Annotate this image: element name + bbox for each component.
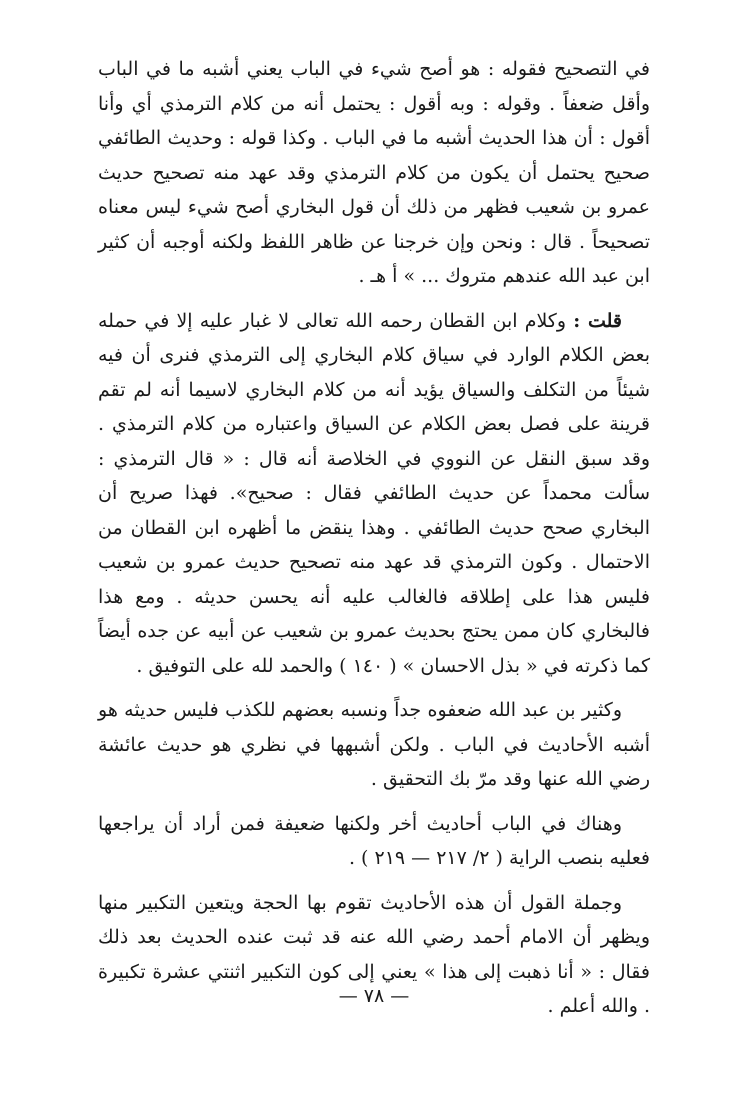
paragraph-4	[98, 807, 650, 876]
paragraph-2-text: وكلام ابن القطان رحمه الله تعالى لا غبار عليه إلا في حمله بعض الكلام الوارد في سياق كلام البخاري إلى الترمذي فنرى أن فيه شيئاً من التكلف والسياق يؤيد أنه من كلام البخاري لاسيما أنه لم تقم قرينة على فصل بعض الكلام عن السياق واعتباره من كلام الترمذي . وقد سبق النقل عن النووي في الخلاصة أنه قال : « قال الترمذي : سألت محمداً عن حديث الطائفي فقال : صحيح». فهذا صريح أن البخاري صحح حديث الطائفي . وهذا ينقض ما أظهره ابن القطان من الاحتمال . وكون الترمذي قد عهد منه تصحيح حديث عمرو بن شعيب فليس هذا على إطلاقه فالغالب عليه أنه يحسن حديثه . ومع هذا فالبخاري كان ممن يحتج بحديث عمرو بن شعيب عن أبيه عن جده أيضاً كما ذكرته في « بذل الاحسان » ( ١٤٠ ) والحمد لله على التوفيق .	[98, 309, 650, 677]
paragraph-2	[98, 304, 650, 684]
paragraph-4-text: وهناك في الباب أحاديث أخر ولكنها ضعيفة فمن أراد أن يراجعها فعليه بنصب الراية ( ٢/ ٢١٧ — ٢١٩ ) .	[98, 812, 650, 869]
paragraph-1-text: في التصحيح فقوله : هو أصح شيء في الباب يعني أشبه ما في الباب وأقل ضعفاً . وقوله : وبه أقول : يحتمل أنه من كلام الترمذي أي وأنا أقول : أن هذا الحديث أشبه ما في الباب . وكذا قوله : وحديث الطائفي صحيح يحتمل أن يكون من كلام الترمذي وقد عهد منه تصحيح حديث عمرو بن شعيب فظهر من ذلك أن قول البخاري أصح شيء ليس معناه تصحيحاً . قال : ونحن وإن خرجنا عن ظاهر اللفظ ولكنه أوجبه أن كثير ابن عبد الله عندهم متروك ... » أ هـ .	[98, 58, 650, 287]
page-body	[98, 52, 650, 1024]
paragraph-3	[98, 693, 650, 797]
paragraph-2-lead: قلت :	[573, 309, 622, 332]
paragraph-3-text: وكثير بن عبد الله ضعفوه جداً ونسبه بعضهم للكذب فليس حديثه هو أشبه الأحاديث في الباب . ولكن أشبهها في نظري هو حديث عائشة رضي الله عنها وقد مرّ بك التحقيق .	[98, 699, 650, 790]
paragraph-1	[98, 52, 650, 294]
paragraph-5-text: وجملة القول أن هذه الأحاديث تقوم بها الحجة ويتعين التكبير منها ويظهر أن الامام أحمد رضي الله عنه قد ثبت عنده الحديث بعد ذلك فقال : « أنا ذهبت إلى هذا » يعني إلى كون التكبير اثنتي عشرة تكبيرة . والله أعلم .	[98, 891, 650, 1017]
page-number: — ٧٨ —	[338, 985, 410, 1007]
